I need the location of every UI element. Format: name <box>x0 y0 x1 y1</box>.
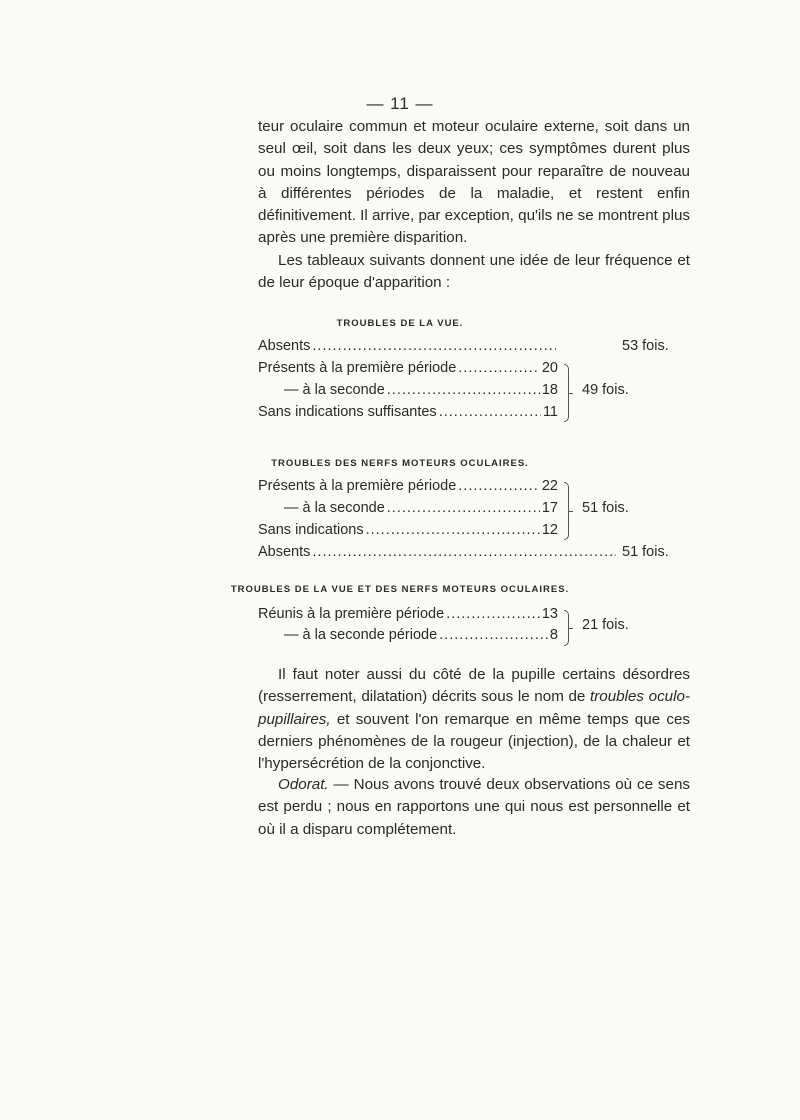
paragraph-2-text: Il faut noter aussi du côté de la pupille certains désordres (resserrement, dilatation) décrits sous le nom de <box>258 666 690 706</box>
paragraph-2-text-end: et souvent l'on remarque en même temps que ces derniers phénomènes de la rougeur (injection), de la chaleur et l'hypersécrétion de la conjonctive. <box>258 710 690 773</box>
page-number: — 11 — <box>366 94 434 113</box>
table2-row: Présents à la première période ..... 22 <box>258 478 558 498</box>
table2-absent-total: 51 fois. <box>622 544 669 560</box>
table1-title: TROUBLES DE LA VUE. <box>336 318 464 329</box>
table2-row: — à la seconde ..... 17 <box>258 500 558 520</box>
table2-row: Absents ..... <box>258 544 618 564</box>
paragraph-1-text-2: Les tableaux suivants donnent une idée de leur fréquence et de leur époque d'apparition : <box>258 251 690 292</box>
table1-brace <box>564 364 569 422</box>
table1-row: — à la seconde ..... 18 <box>258 382 558 402</box>
table3-row: — à la seconde période ..... 8 <box>258 627 558 647</box>
paragraph-1 <box>258 116 690 294</box>
table2-title: TROUBLES DES NERFS MOTEURS OCULAIRES. <box>271 458 529 469</box>
table1-group-total: 49 fois. <box>582 382 629 398</box>
paragraph-3 <box>258 774 690 841</box>
paragraph-3-text: — Nous avons trouvé deux observations où ce sens est perdu ; nous en rapportons une qui nous est personnelle et où il a disparu complétement. <box>258 776 690 838</box>
table1-row: Présents à la première période ..... 20 <box>258 360 558 380</box>
table3-group-total: 21 fois. <box>582 617 629 633</box>
table3-row: Réunis à la première période ..... 13 <box>258 606 558 626</box>
table2-brace <box>564 482 569 540</box>
table1-absent-total: 53 fois. <box>622 338 669 354</box>
paragraph-1-text: teur oculaire commun et moteur oculaire externe, soit dans un seul œil, soit dans les deux yeux; ces symptômes durent plus ou moins longtemps, disparaissent pour reparaître de nouveau à différentes périodes de la maladie, et restent enfin définitivement. Il arrive, par exception, qu'ils ne se montrent plus après une première disparition. <box>258 118 690 247</box>
table2-group-total: 51 fois. <box>582 500 629 516</box>
table3-title: TROUBLES DE LA VUE ET DES NERFS MOTEURS OCULAIRES. <box>230 584 570 595</box>
paragraph-2-italic: troubles oculo-pupillaires, <box>258 688 690 728</box>
table1-row: Absents ..... <box>258 338 558 358</box>
table3-brace <box>564 610 569 646</box>
table2-row: Sans indications ..... 12 <box>258 522 558 542</box>
table1-row: Sans indications suffisantes ..... 11 <box>258 404 558 424</box>
paragraph-2 <box>258 664 690 775</box>
paragraph-3-heading: Odorat. <box>278 776 329 793</box>
